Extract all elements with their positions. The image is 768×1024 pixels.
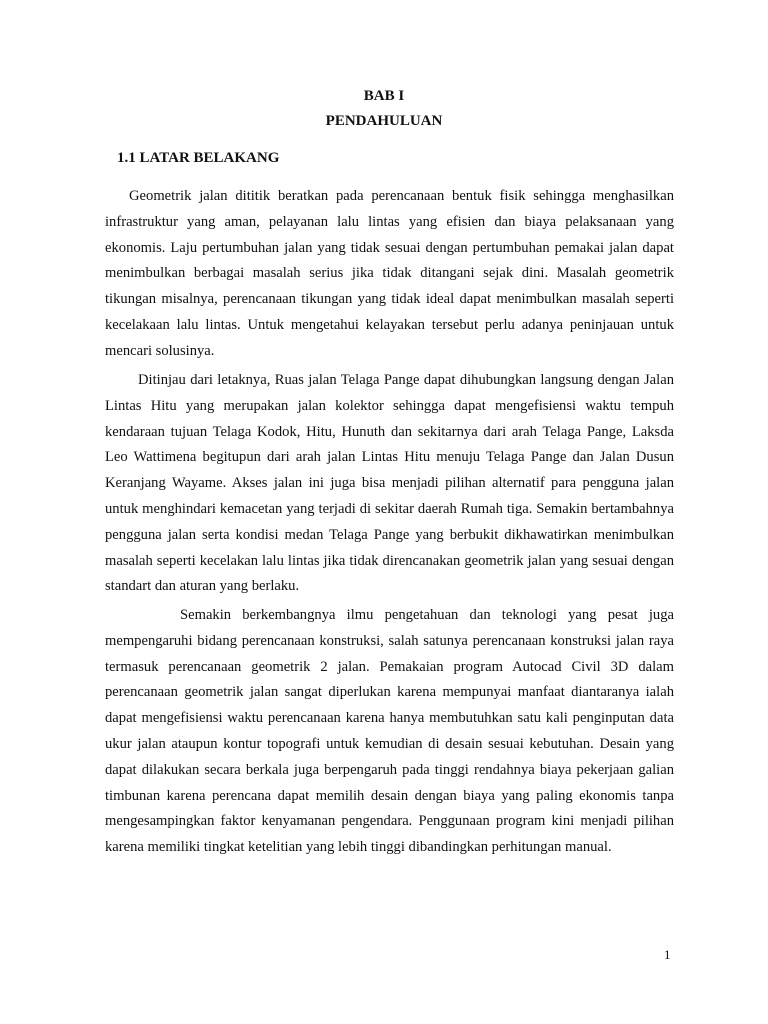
page-number: 1 <box>664 947 671 962</box>
paragraph-3: Semakin berkembangnya ilmu pengetahuan dan teknologi yang pesat juga mempengaruhi bidang perencanaan konstruksi, salah satunya perencanaan konstruksi jalan raya termasuk perencanaan geometrik 2 jalan. Pemakaian program Autocad Civil 3D dalam perencanaan geometrik jalan sangat diperlukan karena mempunyai manfaat diantaranya ialah dapat mengefisiensi waktu perencanaan karena hanya membutuhkan satu kali penginputan data ukur jalan ataupun kontur topografi untuk kemudian di desain sesuai kebutuhan. Desain yang dapat dilakukan secara berkala juga berpengaruh pada tinggi rendahnya biaya pekerjaan galian timbunan karena perencana dapat memilih desain dengan biaya yang paling ekonomis tanpa mengesampingkan faktor kenyamanan pengendara. Penggunaan program kini menjadi pilihan karena memiliki tingkat ketelitian yang lebih tinggi dibandingkan perhitungan manual. <box>105 607 674 856</box>
section-heading: 1.1 LATAR BELAKANG <box>117 150 280 166</box>
chapter-title: PENDAHULUAN <box>325 113 443 129</box>
chapter-label: BAB I <box>363 88 405 104</box>
paragraph-1: Geometrik jalan dititik beratkan pada perencanaan bentuk fisik sehingga menghasilkan infrastruktur yang aman, pelayanan lalu lintas yang efisien dan biaya pelaksanaan yang ekonomis. Laju pertumbuhan jalan yang tidak sesuai dengan pertumbuhan pemakai jalan dapat menimbulkan berbagai masalah serius jika tidak ditangani sejak dini. Masalah geometrik tikungan misalnya, perencanaan tikungan yang tidak ideal dapat menimbulkan masalah seperti kecelakaan lalu lintas. Untuk mengetahui kelayakan tersebut perlu adanya peninjauan untuk mencari solusinya. <box>105 188 674 359</box>
paragraph-2: Ditinjau dari letaknya, Ruas jalan Telaga Pange dapat dihubungkan langsung dengan Jalan Lintas Hitu yang merupakan jalan kolektor sehingga dapat mengefisiensi waktu tempuh kendaraan tujuan Telaga Kodok, Hitu, Hunuth dan sekitarnya dari arah Telaga Pange, Laksda Leo Wattimena begitupun dari arah jalan Lintas Hitu menuju Telaga Pange dan Jalan Dusun Keranjang Wayame. Akses jalan ini juga bisa menjadi pilihan alternatif para pengguna jalan untuk menghindari kemacetan yang terjadi di sekitar daerah Rumah tiga. Semakin bertambahnya pengguna jalan serta kondisi medan Telaga Pange yang berbukit dikhawatirkan menimbulkan masalah seperti kecelakan lalu lintas jika tidak direncanakan geometrik jalan yang sesuai dengan standart dan aturan yang berlaku. <box>105 372 674 595</box>
